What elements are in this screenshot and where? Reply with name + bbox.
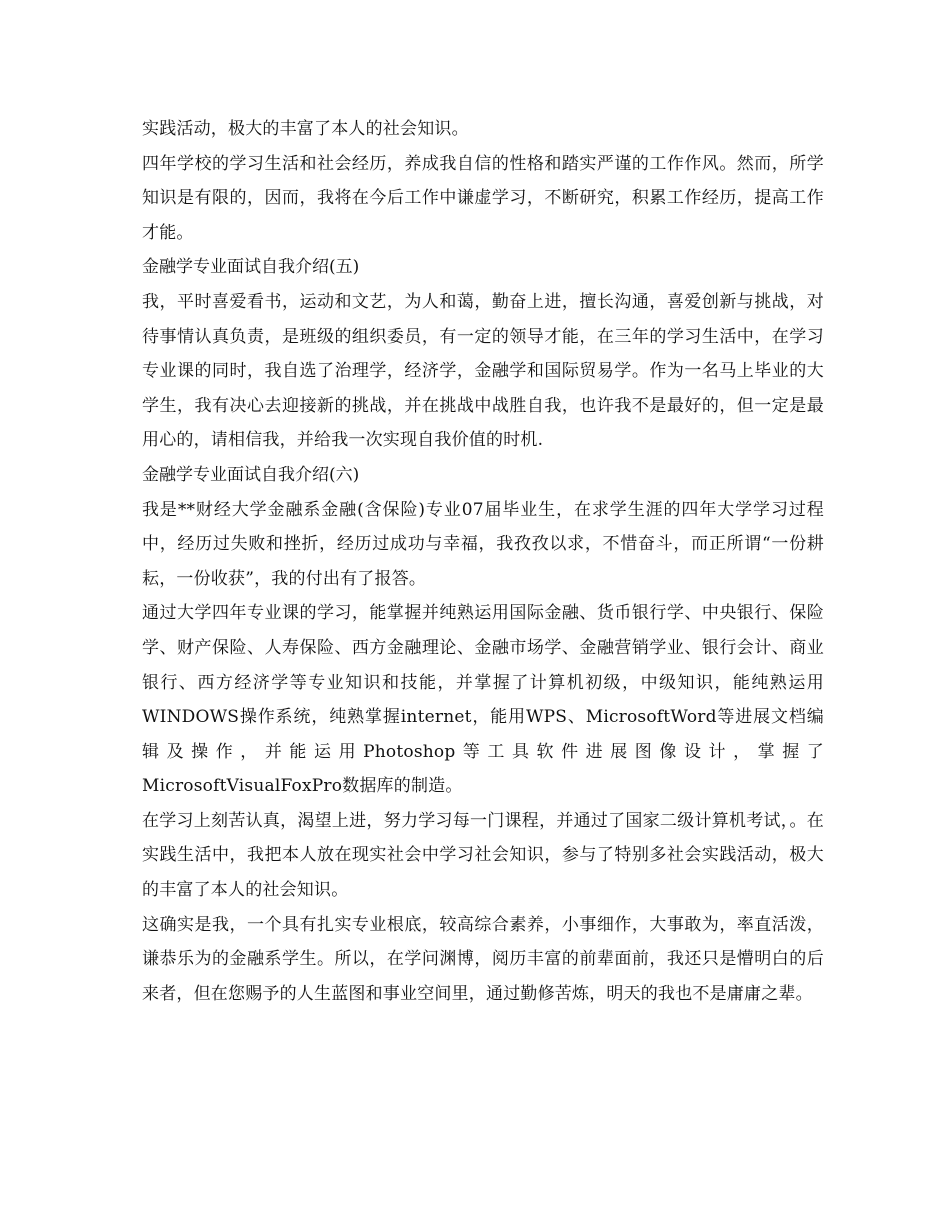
paragraph-coursework: 通过大学四年专业课的学习，能掌握并纯熟运用国际金融、货币银行学、中央银行、保险学、财产保险、人寿保险、西方金融理论、金融市场学、金融营销学业、银行会计、商业银行、西方经济学等专业知识和技能，并掌握了计算机初级，中级知识，能纯熟运用WINDOWS操作系统，纯熟掌握internet，能用WPS、MicrosoftWord等进展文档编辑及操作，并能运用Photoshop等工具软件进展图像设计，掌握了MicrosoftVisualFoxPro数据库的制造。 bbox=[142, 603, 824, 797]
paragraph-conclusion: 这确实是我，一个具有扎实专业根底，较高综合素养，小事细作，大事敢为，率直活泼，谦恭乐为的金融系学生。所以，在学问渊博，阅历丰富的前辈面前，我还只是懵明白的后来者，但在您赐予的人生蓝图和事业空间里，通过勤修苦炼，明天的我也不是庸庸之辈。 bbox=[142, 914, 824, 1004]
paragraph-diligence: 在学习上刻苦认真，渴望上进，努力学习每一门课程，并通过了国家二级计算机考试，。在实践生活中，我把本人放在现实社会中学习社会知识，参与了特别多社会实践活动，极大的丰富了本人的社会知识。 bbox=[142, 810, 824, 901]
paragraph-social-practice: 实践活动，极大的丰富了本人的社会知识。 bbox=[142, 119, 469, 139]
section-heading-five: 金融学专业面试自我介绍(五) bbox=[142, 257, 360, 278]
section-heading-six: 金融学专业面试自我介绍(六) bbox=[142, 464, 360, 485]
paragraph-four-years: 四年学校的学习生活和社会经历，养成我自信的性格和踏实严谨的工作作风。然而，所学知识是有限的，因而，我将在今后工作中谦虚学习，不断研究，积累工作经历，提高工作才能。 bbox=[142, 153, 824, 243]
paragraph-hobbies: 我，平时喜爱看书，运动和文艺，为人和蔼，勤奋上进，擅长沟通，喜爱创新与挑战，对待事情认真负责，是班级的组织委员，有一定的领导才能，在三年的学习生活中，在学习专业课的同时，我自选了治理学，经济学，金融学和国际贸易学。作为一名马上毕业的大学生，我有决心去迎接新的挑战，并在挑战中战胜自我，也许我不是最好的，但一定是最用心的，请相信我，并给我一次实现自我价值的时机. bbox=[142, 291, 824, 451]
paragraph-graduate: 我是**财经大学金融系金融(含保险)专业07届毕业生，在求学生涯的四年大学学习过程中，经历过失败和挫折，经历过成功与幸福，我孜孜以求，不惜奋斗，而正所谓“一份耕耘，一份收获”，我的付出有了报答。 bbox=[142, 499, 824, 589]
document-body bbox=[142, 112, 824, 1011]
